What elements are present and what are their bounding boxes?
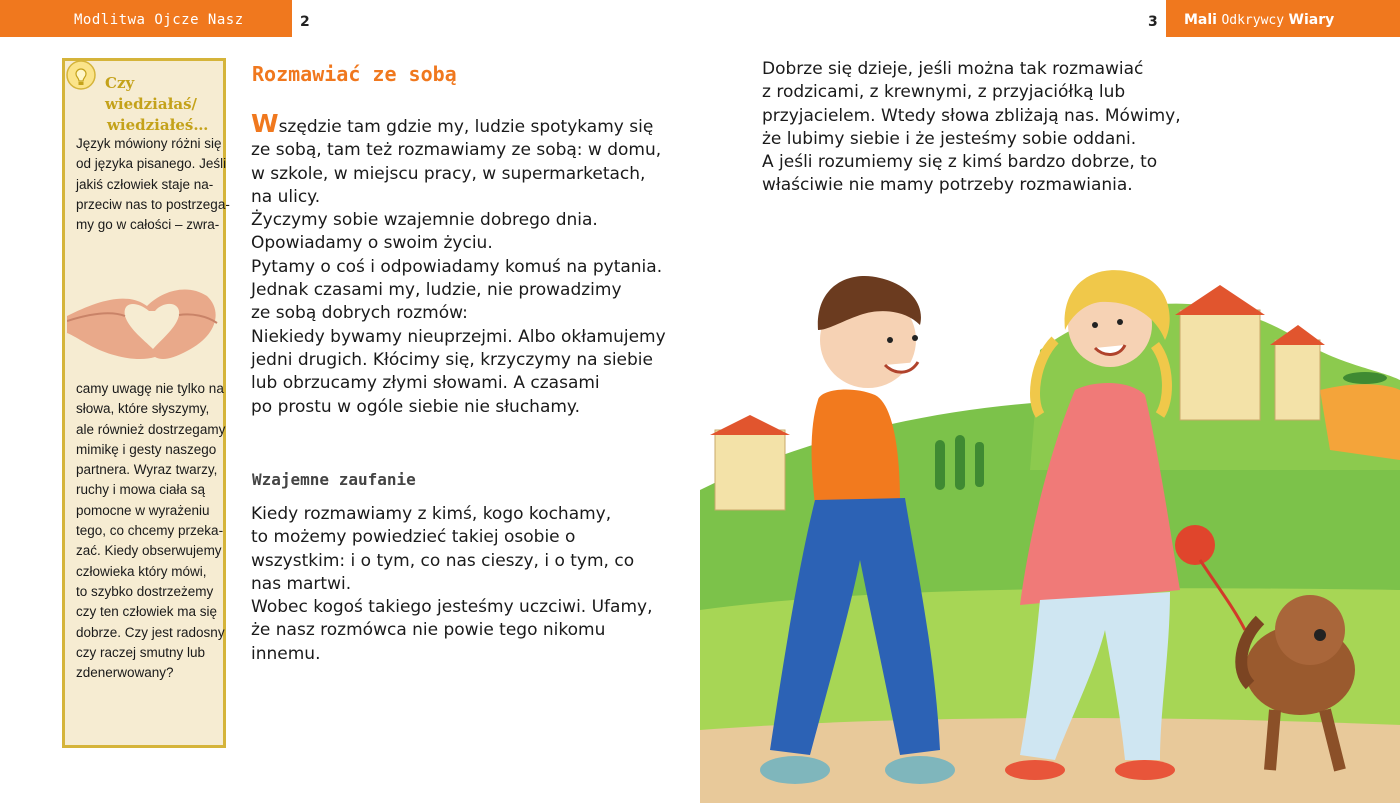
text-line: w szkole, w miejscu pracy, w supermarketach, (251, 163, 646, 184)
sidebar-line: to szybko dostrzeżemy (76, 583, 214, 599)
lightbulb-icon (63, 59, 99, 95)
text-line: innemu. (251, 643, 321, 664)
sidebar-line: zdenerwowany? (76, 665, 174, 681)
text-line: z rodzicami, z krewnymi, z przyjaciółką lub (762, 82, 1126, 103)
header-left-bar (0, 0, 292, 37)
sidebar-title-line-1: Czy wiedziałaś/ (105, 74, 197, 113)
text-line: Pytamy o coś i odpowiadamy komuś na pytania. (251, 256, 663, 277)
text-line: ze sobą dobrych rozmów: (251, 303, 468, 324)
sidebar-line: czy ten człowiek ma się (76, 604, 218, 620)
sidebar-line: jakiś człowiek staje na- (76, 176, 214, 192)
sidebar-text-bottom (76, 379, 226, 683)
sidebar-line: dobrze. Czy jest radosny (76, 624, 225, 640)
main-paragraph-1 (251, 109, 666, 419)
sidebar-line: ruchy i mowa ciała są (76, 482, 206, 498)
sidebar-line: partnera. Wyraz twarzy, (76, 462, 218, 478)
page-number-right: 3 (1148, 14, 1158, 30)
header-right-title (1184, 12, 1334, 28)
children-walking-illustration (700, 230, 1400, 803)
text-line: Wobec kogoś takiego jesteśmy uczciwi. Ufamy, (251, 597, 653, 618)
sidebar-text-top (76, 134, 230, 235)
text-line: właściwie nie mamy potrzeby rozmawiania. (762, 175, 1133, 196)
text-line: na ulicy. (251, 186, 321, 207)
page-number-left: 2 (300, 14, 310, 30)
header-right-bar (1166, 0, 1400, 37)
drop-cap: W (251, 109, 279, 138)
text-line: po prostu w ogóle siebie nie słuchamy. (251, 396, 580, 417)
sidebar-title-line-2: wiedziałeś… (107, 116, 209, 134)
text-line: to możemy powiedzieć takiej osobie o (251, 527, 576, 548)
sidebar-line: od języka pisanego. Jeśli (76, 156, 227, 172)
first-line (251, 109, 666, 139)
text-line: ze sobą, tam też rozmawiamy ze sobą: w domu, (251, 140, 662, 161)
text-line: lub obrzucamy złymi słowami. A czasami (251, 373, 600, 394)
sidebar-line: słowa, które słyszymy, (76, 401, 210, 417)
text-line: że nasz rozmówca nie powie tego nikomu (251, 620, 606, 641)
text-line: A jeśli rozumiemy się z kimś bardzo dobrze, to (762, 152, 1158, 173)
section-title: Rozmawiać ze sobą (252, 62, 457, 86)
text-line: Kiedy rozmawiamy z kimś, kogo kochamy, (251, 504, 612, 524)
text-line: Życzymy sobie wzajemnie dobrego dnia. (251, 210, 598, 231)
sidebar-line: mimikę i gesty naszego (76, 441, 217, 457)
right-paragraph (762, 58, 1181, 198)
text-line: nas martwi. (251, 573, 352, 594)
sidebar-title (105, 73, 223, 136)
text-line: Opowiadamy o swoim życiu. (251, 233, 493, 254)
header-right-word-1: Mali (1184, 12, 1217, 28)
sidebar-line: pomocne w wyrażeniu (76, 502, 210, 518)
text-line: przyjacielem. Wtedy słowa zbliżają nas. Mówimy, (762, 105, 1181, 126)
text-line: jedni drugich. Kłócimy się, krzyczymy na siebie (251, 349, 653, 370)
did-you-know-sidebar (62, 58, 230, 748)
text-line: Jednak czasami my, ludzie, nie prowadzimy (251, 280, 622, 301)
text-line: Dobrze się dzieje, jeśli można tak rozmawiać (762, 59, 1144, 79)
header-left-title: Modlitwa Ojcze Nasz (74, 12, 244, 28)
sidebar-line: Język mówiony różni się (76, 136, 222, 151)
section-subtitle: Wzajemne zaufanie (252, 470, 416, 489)
sidebar-line: zać. Kiedy obserwujemy (76, 543, 222, 559)
first-line-text: szędzie tam gdzie my, ludzie spotykamy się (278, 117, 654, 137)
text-line: wszystkim: i o tym, co nas cieszy, i o tym, co (251, 550, 635, 571)
sidebar-line: czy raczej smutny lub (76, 644, 206, 660)
sidebar-line: ale również dostrzegamy (76, 421, 226, 437)
sidebar-line: my go w całości – zwra- (76, 217, 220, 233)
sidebar-line: przeciw nas to postrzega- (76, 196, 230, 212)
main-paragraph-2 (251, 503, 652, 666)
text-line: że lubimy siebie i że jesteśmy sobie oddani. (762, 128, 1137, 149)
header-right-word-2: Odkrywcy (1221, 13, 1285, 28)
sidebar-line: tego, co chcemy przeka- (76, 523, 224, 539)
sidebar-line: człowieka który mówi, (76, 563, 207, 579)
heart-hands-image (67, 261, 223, 373)
text-line: Niekiedy bywamy nieuprzejmi. Albo okłamujemy (251, 326, 666, 347)
header-right-word-3: Wiary (1288, 12, 1335, 28)
sidebar-line: camy uwagę nie tylko na (76, 381, 224, 396)
